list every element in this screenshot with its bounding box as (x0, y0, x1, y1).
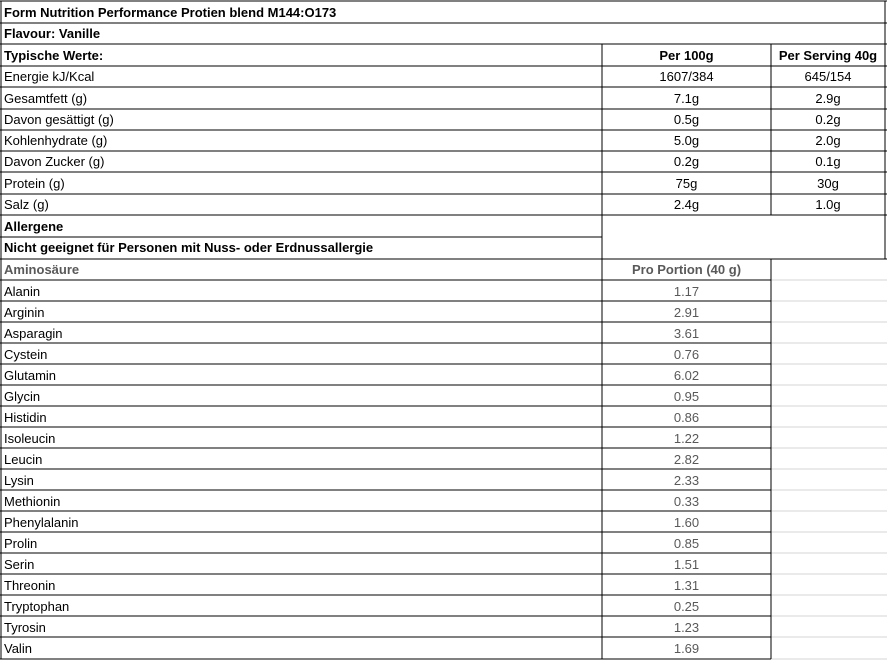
amino-acid-name[interactable]: Valin (4, 641, 32, 656)
amino-header-row (0, 259, 887, 280)
amino-acid-name[interactable]: Tryptophan (4, 599, 70, 614)
amino-row (0, 533, 887, 554)
amino-acid-value[interactable]: 1.17 (673, 284, 700, 299)
nutrition-row (0, 109, 887, 130)
amino-acid-value[interactable]: 3.61 (673, 326, 700, 341)
allergens-text[interactable]: Nicht geeignet für Personen mit Nuss- oder Erdnussallergie (4, 240, 374, 255)
amino-acid-name[interactable]: Leucin (4, 452, 43, 467)
allergens-text-row (0, 237, 887, 258)
nutrient-per-serving[interactable]: 2.9g (815, 91, 841, 106)
amino-acid-name[interactable]: Arginin (4, 305, 45, 320)
amino-acid-name[interactable]: Methionin (4, 494, 61, 509)
nutrient-label[interactable]: Davon gesättigt (g) (4, 112, 114, 127)
amino-row (0, 596, 887, 617)
nutrient-per100[interactable]: 1607/384 (659, 69, 714, 84)
title-row (0, 2, 887, 23)
nutrient-label[interactable]: Kohlenhydrate (g) (4, 133, 108, 148)
nutrition-row (0, 173, 887, 194)
nutrient-per100[interactable]: 5.0g (673, 133, 700, 148)
amino-acid-value[interactable]: 2.91 (673, 305, 700, 320)
nutrient-per-serving[interactable]: 0.1g (815, 154, 841, 169)
amino-acid-name[interactable]: Asparagin (4, 326, 63, 341)
amino-acid-name[interactable]: Threonin (4, 578, 56, 593)
amino-acid-name[interactable]: Isoleucin (4, 431, 56, 446)
amino-acid-value[interactable]: 1.22 (673, 431, 700, 446)
amino-acid-header[interactable]: Aminosäure (4, 262, 80, 277)
amino-acid-value[interactable]: 6.02 (673, 368, 700, 383)
nutrient-per-serving[interactable]: 645/154 (804, 69, 852, 84)
amino-row (0, 617, 887, 638)
amino-row (0, 407, 887, 428)
amino-row (0, 281, 887, 302)
nutrient-per-serving[interactable]: 0.2g (815, 112, 841, 127)
amino-acid-name[interactable]: Histidin (4, 410, 47, 425)
amino-acid-name[interactable]: Glycin (4, 389, 41, 404)
flavour-cell[interactable]: Flavour: Vanille (4, 26, 101, 41)
amino-row (0, 491, 887, 512)
nutrition-row (0, 151, 887, 172)
amino-acid-name[interactable]: Cystein (4, 347, 48, 362)
amino-acid-value[interactable]: 1.60 (673, 515, 700, 530)
amino-acid-name[interactable]: Prolin (4, 536, 38, 551)
flavour-row (0, 23, 887, 44)
amino-acid-value[interactable]: 0.76 (673, 347, 700, 362)
amino-acid-name[interactable]: Glutamin (4, 368, 57, 383)
nutrient-label[interactable]: Salz (g) (4, 197, 49, 212)
nutrient-label[interactable]: Protein (g) (4, 176, 65, 191)
amino-acid-value[interactable]: 0.86 (673, 410, 700, 425)
amino-acid-name[interactable]: Serin (4, 557, 35, 572)
amino-acid-name[interactable]: Tyrosin (4, 620, 46, 635)
amino-row (0, 575, 887, 596)
nutrient-per-serving[interactable]: 2.0g (815, 133, 841, 148)
typical-values-header[interactable]: Typische Werte: (4, 48, 104, 63)
nutrition-row (0, 194, 887, 215)
nutrient-per-serving[interactable]: 30g (817, 176, 839, 191)
amino-row (0, 428, 887, 449)
amino-acid-value[interactable]: 1.69 (673, 641, 700, 656)
amino-row (0, 365, 887, 386)
amino-row (0, 344, 887, 365)
amino-row (0, 449, 887, 470)
nutrition-row (0, 130, 887, 151)
amino-row (0, 386, 887, 407)
title-cell[interactable]: Form Nutrition Performance Protien blend M144:O173 (4, 5, 337, 20)
nutrient-label[interactable]: Gesamtfett (g) (4, 91, 88, 106)
nutrient-per100[interactable]: 2.4g (673, 197, 700, 212)
amino-acid-value[interactable]: 0.25 (673, 599, 700, 614)
amino-row (0, 323, 887, 344)
amino-acid-value[interactable]: 0.85 (673, 536, 700, 551)
nutrient-per100[interactable]: 7.1g (673, 91, 700, 106)
per-serving-header[interactable]: Per Serving 40g (778, 48, 878, 63)
nutrition-row (0, 88, 887, 109)
amino-row (0, 554, 887, 575)
allergens-heading-row (0, 216, 887, 237)
amino-acid-name[interactable]: Alanin (4, 284, 41, 299)
amino-acid-value[interactable]: 0.95 (673, 389, 700, 404)
allergens-heading[interactable]: Allergene (4, 219, 64, 234)
amino-row (0, 512, 887, 533)
amino-row (0, 470, 887, 491)
amino-acid-value[interactable]: 1.31 (673, 578, 700, 593)
allergens-empty-cell[interactable] (602, 216, 885, 237)
nutrient-label[interactable]: Energie kJ/Kcal (4, 69, 95, 84)
amino-row (0, 302, 887, 323)
nutrient-per100[interactable]: 75g (675, 176, 698, 191)
nutrient-per100[interactable]: 0.2g (673, 154, 700, 169)
amino-acid-value[interactable]: 1.51 (673, 557, 700, 572)
amino-acid-name[interactable]: Lysin (4, 473, 34, 488)
amino-row (0, 638, 887, 659)
nutrient-label[interactable]: Davon Zucker (g) (4, 154, 105, 169)
per100-header[interactable]: Per 100g (659, 48, 714, 63)
amino-acid-value[interactable]: 2.82 (673, 452, 700, 467)
nutrition-header-row (0, 45, 887, 66)
amino-acid-value[interactable]: 1.23 (673, 620, 700, 635)
amino-acid-name[interactable]: Phenylalanin (4, 515, 79, 530)
portion-header[interactable]: Pro Portion (40 g) (631, 262, 742, 277)
amino-acid-value[interactable]: 2.33 (673, 473, 700, 488)
amino-acid-value[interactable]: 0.33 (673, 494, 700, 509)
nutrition-row (0, 66, 887, 87)
nutrient-per100[interactable]: 0.5g (673, 112, 700, 127)
nutrient-per-serving[interactable]: 1.0g (815, 197, 841, 212)
